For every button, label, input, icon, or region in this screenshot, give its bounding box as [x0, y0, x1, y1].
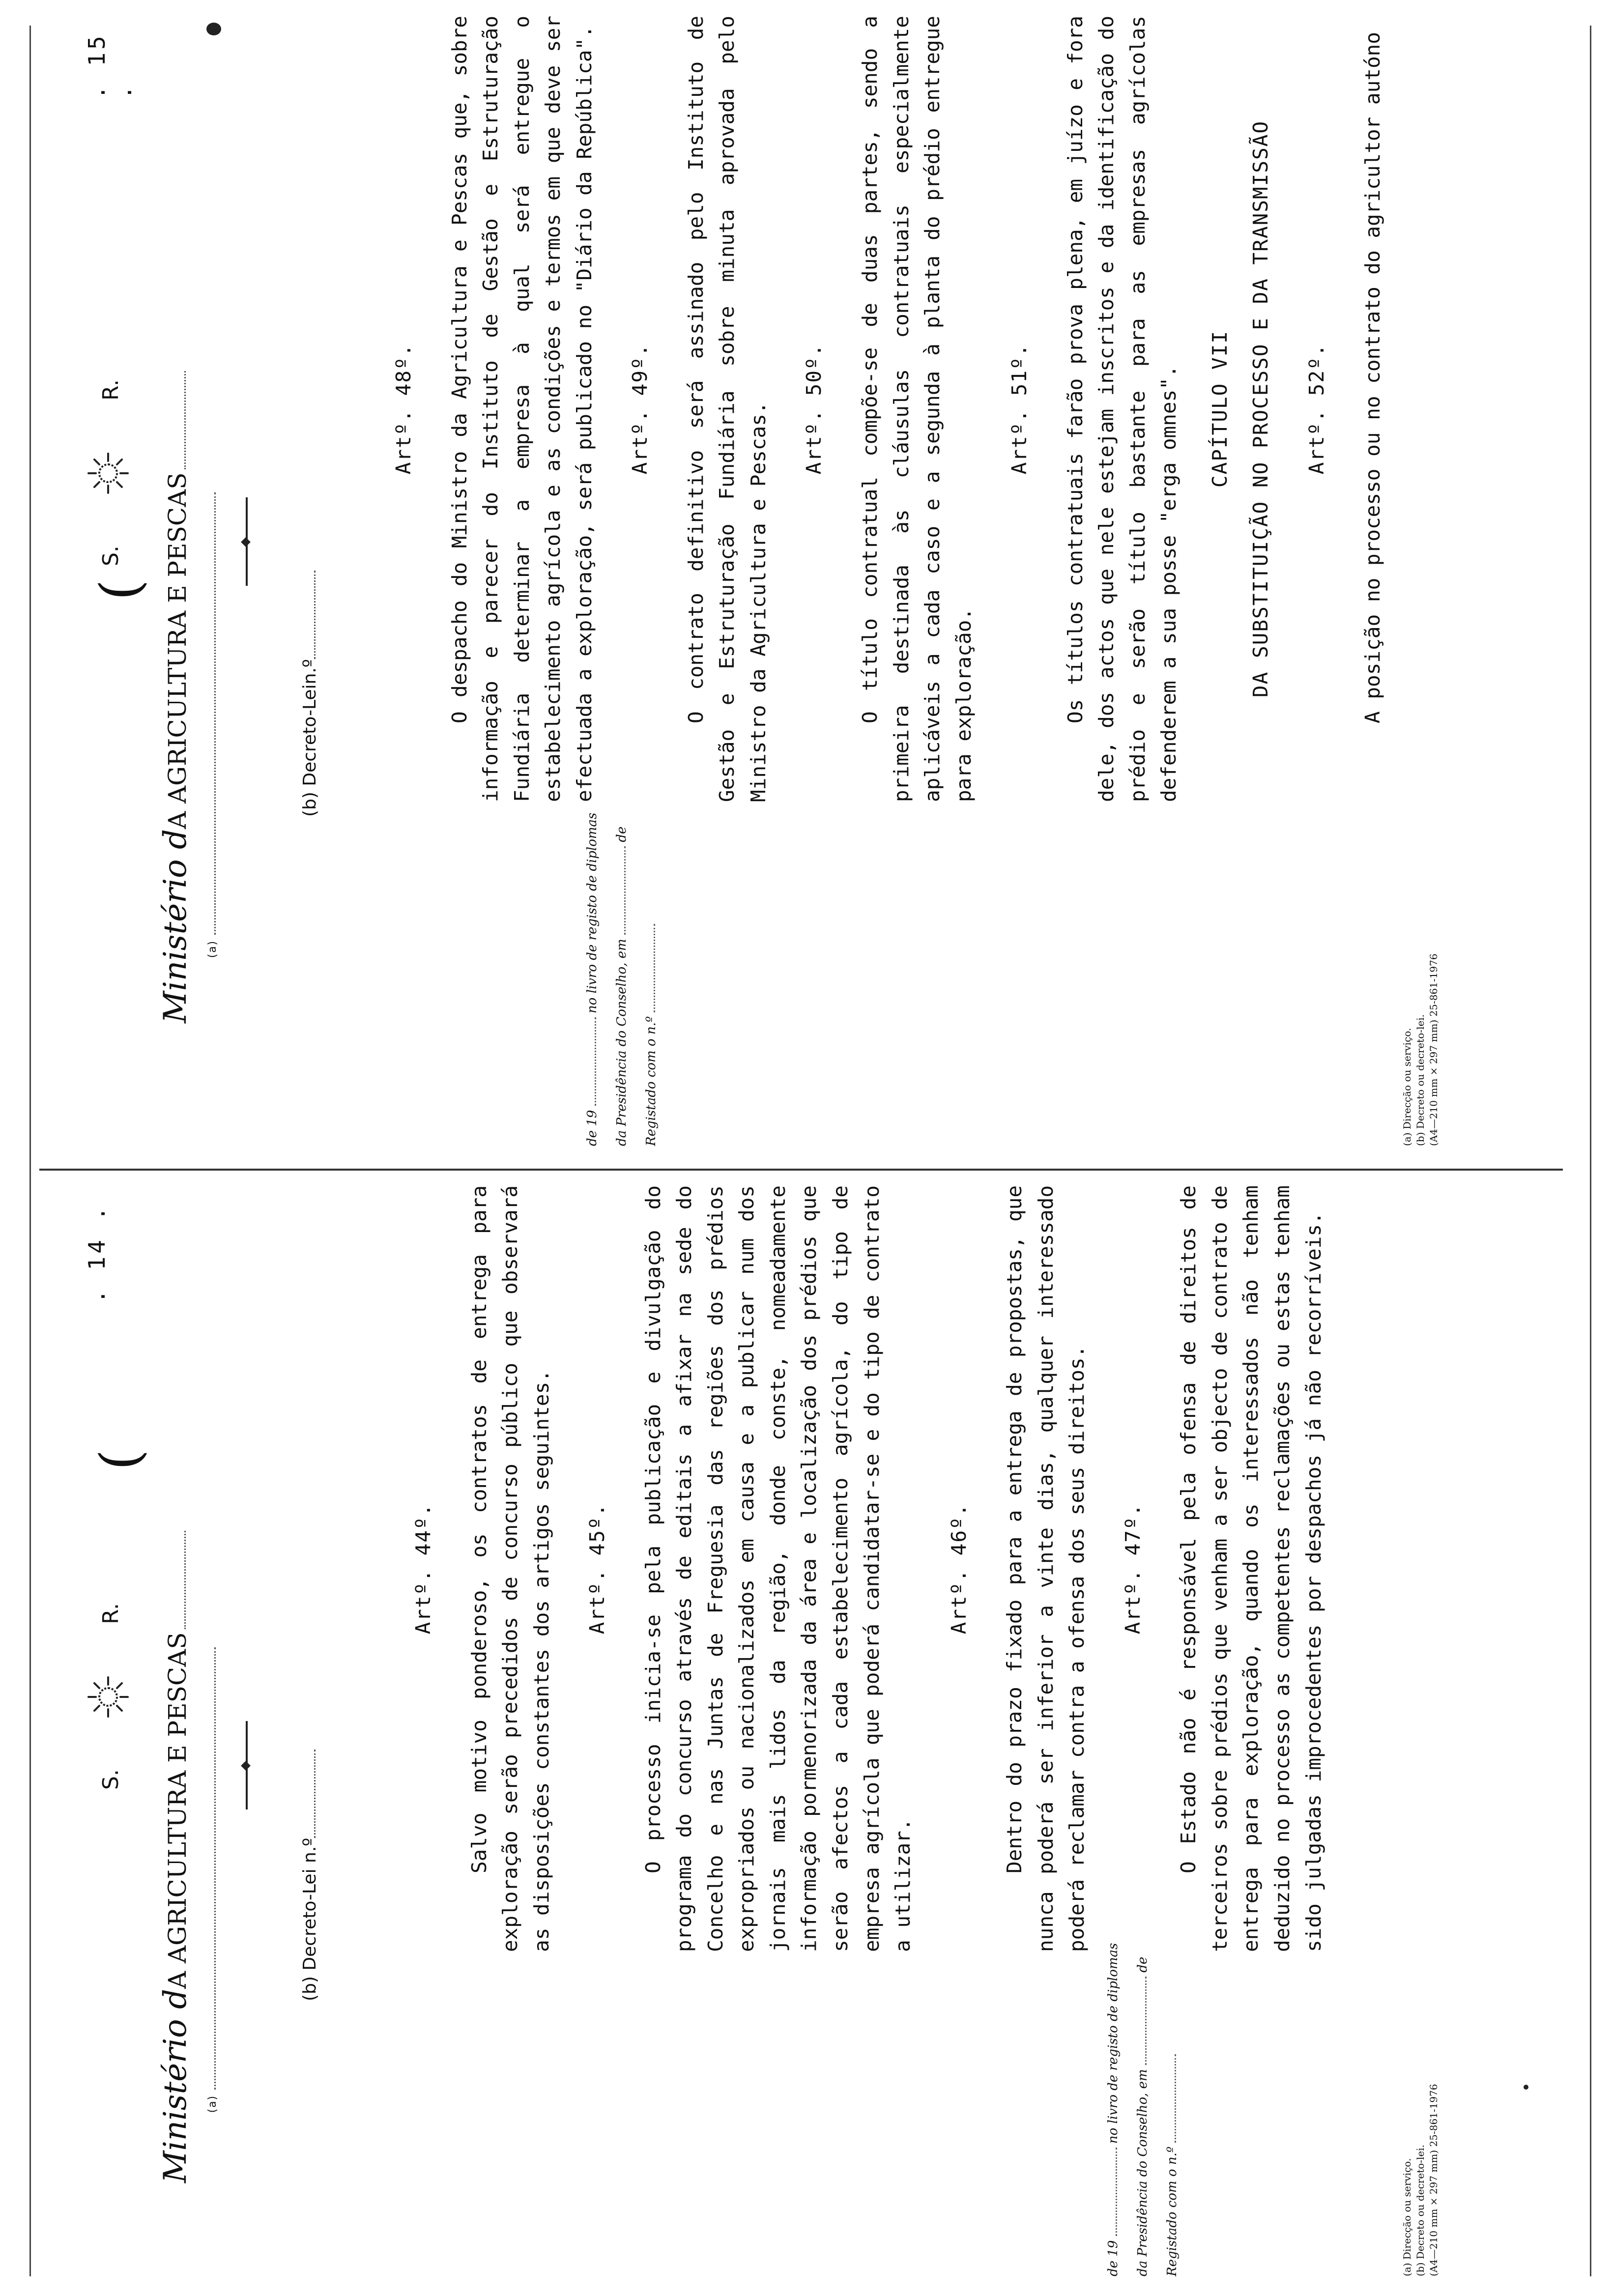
paragraph: O processo inicia-se pela publicação e divulgação do programa do concurso através de editais a afixar na sede do Concelho e nas Juntas de Freguesia das regiões dos prédios expropriados ou nacionalizados em causa e a publicar num dos jornais mais lidos da região, donde conste, nomeadamente informação pormenorizada da área e localização dos prédios que serão afectos a cada estabelecimento agrícola, do tipo de empresa agrícola que poderá candidatar-se e do tipo de contrato a utilizar. [641, 1185, 915, 1952]
paragraph: O Estado não é responsável pela ofensa de direitos de terceiros sobre prédios que venham a ser objecto de contrato de entrega para exploração, quando os interessados não tenham deduzido no processo as competentes reclamações ou estas tenham sido julgadas improcedentes por despachos já não recorríveis. [1177, 1185, 1325, 1952]
footnote-b: (b) Decreto ou decreto-lei. [1414, 2144, 1426, 2276]
paragraph: Os títulos contratuais farão prova plena, em juízo e fora dele, dos actos que nele estejam inscritos e da identificação do prédio e serão título bastante para as empresas agrícolas defenderem a sua posse "erga omnes". [1063, 16, 1181, 802]
emblem-s: S. [98, 545, 123, 566]
paragraph: O título contratual compõe-se de duas partes, sendo a primeira destinada às cláusulas contratuais especialmente aplicáveis a cada caso e a segunda à planta do prédio entregue para exploração. [858, 16, 976, 802]
article-heading: Artº. 50º. [802, 343, 826, 475]
emblem-r: R. [98, 379, 123, 401]
top-edge-rule [29, 26, 31, 2276]
direction-field: (a) [206, 1647, 219, 2114]
chapter-title: CAPÍTULO VII [1208, 330, 1232, 488]
article-heading: Artº. 47º. [1121, 1503, 1145, 1635]
bracket-mark: ( [88, 1449, 151, 1470]
chapter-subtitle: DA SUBSTITUIÇÃO NO PROCESSO E DA TRANSMISSÃO [1249, 120, 1273, 698]
ministry-heading [157, 371, 194, 1023]
decree-field: (b) Decreto-Lein.º [300, 571, 320, 817]
paragraph: O despacho do Ministro da Agricultura e Pescas que, sobre informação e parecer do Instituto de Gestão e Estruturação Fundiária determinar a empresa à qual será entregue o estabelecimento agrícola e as condições e termos em que deve ser efectuada a exploração, será publicado no "Diário da República". [447, 16, 596, 802]
ministry-name: A AGRICULTURA E PESCAS [163, 472, 192, 829]
print-code: (A4—210 mm × 297 mm) 25-861-1976 [1428, 2084, 1439, 2276]
margin-registry-line2: da Presidência do Conselho, em de [614, 826, 629, 1146]
page-number: . 14 . [84, 1204, 110, 1303]
paragraph: O contrato definitivo será assinado pelo Instituto de Gestão e Estruturação Fundiária sobre minuta aprovada pelo Ministro da Agricultura e Pescas. [684, 16, 770, 802]
margin-registry-line3: Registado com o n.º [1165, 2054, 1180, 2276]
ministry-name: A AGRICULTURA E PESCAS [163, 1632, 192, 1989]
article-heading: Artº. 46º. [947, 1503, 971, 1635]
article-heading: Artº. 49º. [628, 343, 652, 475]
paragraph: A posição no processo ou no contrato do agricultor autóno [1360, 32, 1384, 723]
article-heading: Artº. 48º. [392, 343, 415, 475]
ornamental-rule [246, 1721, 248, 1809]
margin-registry-line1: de 19 no livro de registo de diplomas [1106, 1943, 1121, 2276]
ministry-word: Ministério d [157, 829, 194, 1023]
ministry-word: Ministério d [157, 1988, 194, 2183]
footnote-a: (a) Direcção ou serviço. [1401, 2158, 1413, 2276]
sun-emblem-icon [86, 451, 136, 495]
article-heading: Artº. 44º. [411, 1503, 435, 1635]
body-text [408, 1185, 1329, 1952]
margin-registry-line1: de 19 no livro de registo de diplomas [585, 812, 600, 1146]
margin-registry-line3: Registado com o n.º [644, 924, 659, 1146]
footnotes [1401, 1923, 1440, 2276]
emblem [84, 379, 138, 566]
footnotes [1401, 792, 1440, 1146]
print-code: (A4—210 mm × 297 mm) 25-861-1976 [1428, 953, 1439, 1146]
emblem [84, 1603, 138, 1790]
page-14 [84, 1161, 1548, 2276]
article-heading: Artº. 51º. [1008, 343, 1032, 475]
bracket-mark: ( [88, 579, 151, 601]
decree-field: (b) Decreto-Lei n.º [300, 1750, 320, 2001]
bottom-edge-rule [1590, 26, 1591, 2276]
footnote-b: (b) Decreto ou decreto-lei. [1414, 1014, 1426, 1146]
footnote-a: (a) Direcção ou serviço. [1401, 1028, 1413, 1146]
margin-registry-line2: da Presidência do Conselho, em de [1135, 1956, 1150, 2276]
sun-emblem-icon [86, 1675, 136, 1719]
ornamental-rule [246, 497, 248, 586]
emblem-r: R. [98, 1603, 123, 1625]
page-number: . 15 . [84, 33, 137, 99]
body-text [388, 16, 1388, 802]
article-heading: Artº. 45º. [585, 1503, 609, 1635]
article-heading: Artº. 52º. [1305, 343, 1329, 475]
direction-field: (a) [206, 492, 219, 959]
emblem-s: S. [98, 1769, 123, 1790]
ministry-heading [157, 1531, 194, 2183]
paragraph: Dentro do prazo fixado para a entrega de propostas, que nunca poderá ser inferior a vinte dias, qualquer interessado poderá reclamar contra a ofensa dos seus direitos. [1003, 1185, 1089, 1952]
paragraph: Salvo motivo ponderoso, os contratos de entrega para exploração serão precedidos de concurso público que observará as disposições constantes dos artigos seguintes. [467, 1185, 553, 1952]
page-15 [84, 16, 1548, 1146]
